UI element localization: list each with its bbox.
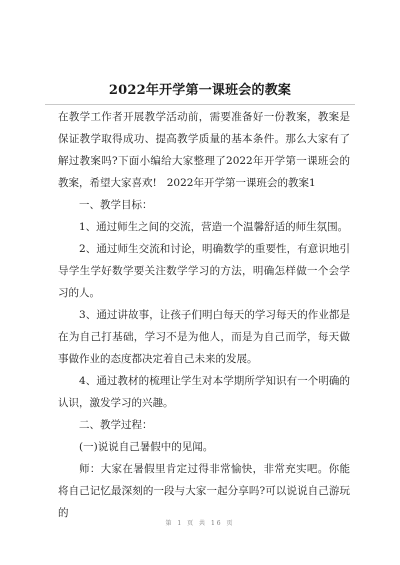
intro-paragraph [58, 106, 350, 194]
title-divider [45, 104, 355, 105]
goal-item-3: 3、通过讲故事，让孩子们明白每天的学习每天的作业都是在为自己打基础，学习不是为他人，而是为自己而学，每天做事做作业的态度都决定着自己未来的发展。 [58, 309, 350, 365]
document-body [58, 106, 350, 524]
section-heading-process: 二、教学过程： [79, 419, 153, 431]
inline-heading: 2022年开学第一课班会的教案1 [166, 177, 316, 189]
process-step-1: (一)说说自己暑假中的见闻。 [79, 441, 214, 453]
intro-text: 在教学工作者开展教学活动前，需要准备好一份教案，教案是保证教学取得成功、提高教学质量的基本条件。那么大家有了解过教案吗?下面小编给大家整理了2022年开学第一课班会的教案，希望大家喜欢! [58, 111, 350, 189]
document-title: 2022年开学第一课班会的教案 [108, 83, 292, 98]
goal-item-1: 1、通过师生之间的交流，营造一个温馨舒适的师生氛围。 [79, 221, 349, 233]
page-footer: 第 1 页 共 16 页 [165, 520, 235, 527]
goal-item-2: 2、通过师生交流和讨论，明确数学的重要性，有意识地引导学生学好数学要关注数学学习的方法，明确怎样做一个会学习的人。 [58, 243, 350, 299]
section-heading-objectives: 一、教学目标： [79, 199, 153, 211]
teacher-dialogue: 师：大家在暑假里肯定过得非常愉快，非常充实吧。你能将自己记忆最深刻的一段与大家一起分享吗?可以说说自己游玩的 [58, 463, 350, 519]
goal-item-4: 4、通过教材的梳理让学生对本学期所学知识有一个明确的认识，激发学习的兴趣。 [58, 375, 350, 409]
